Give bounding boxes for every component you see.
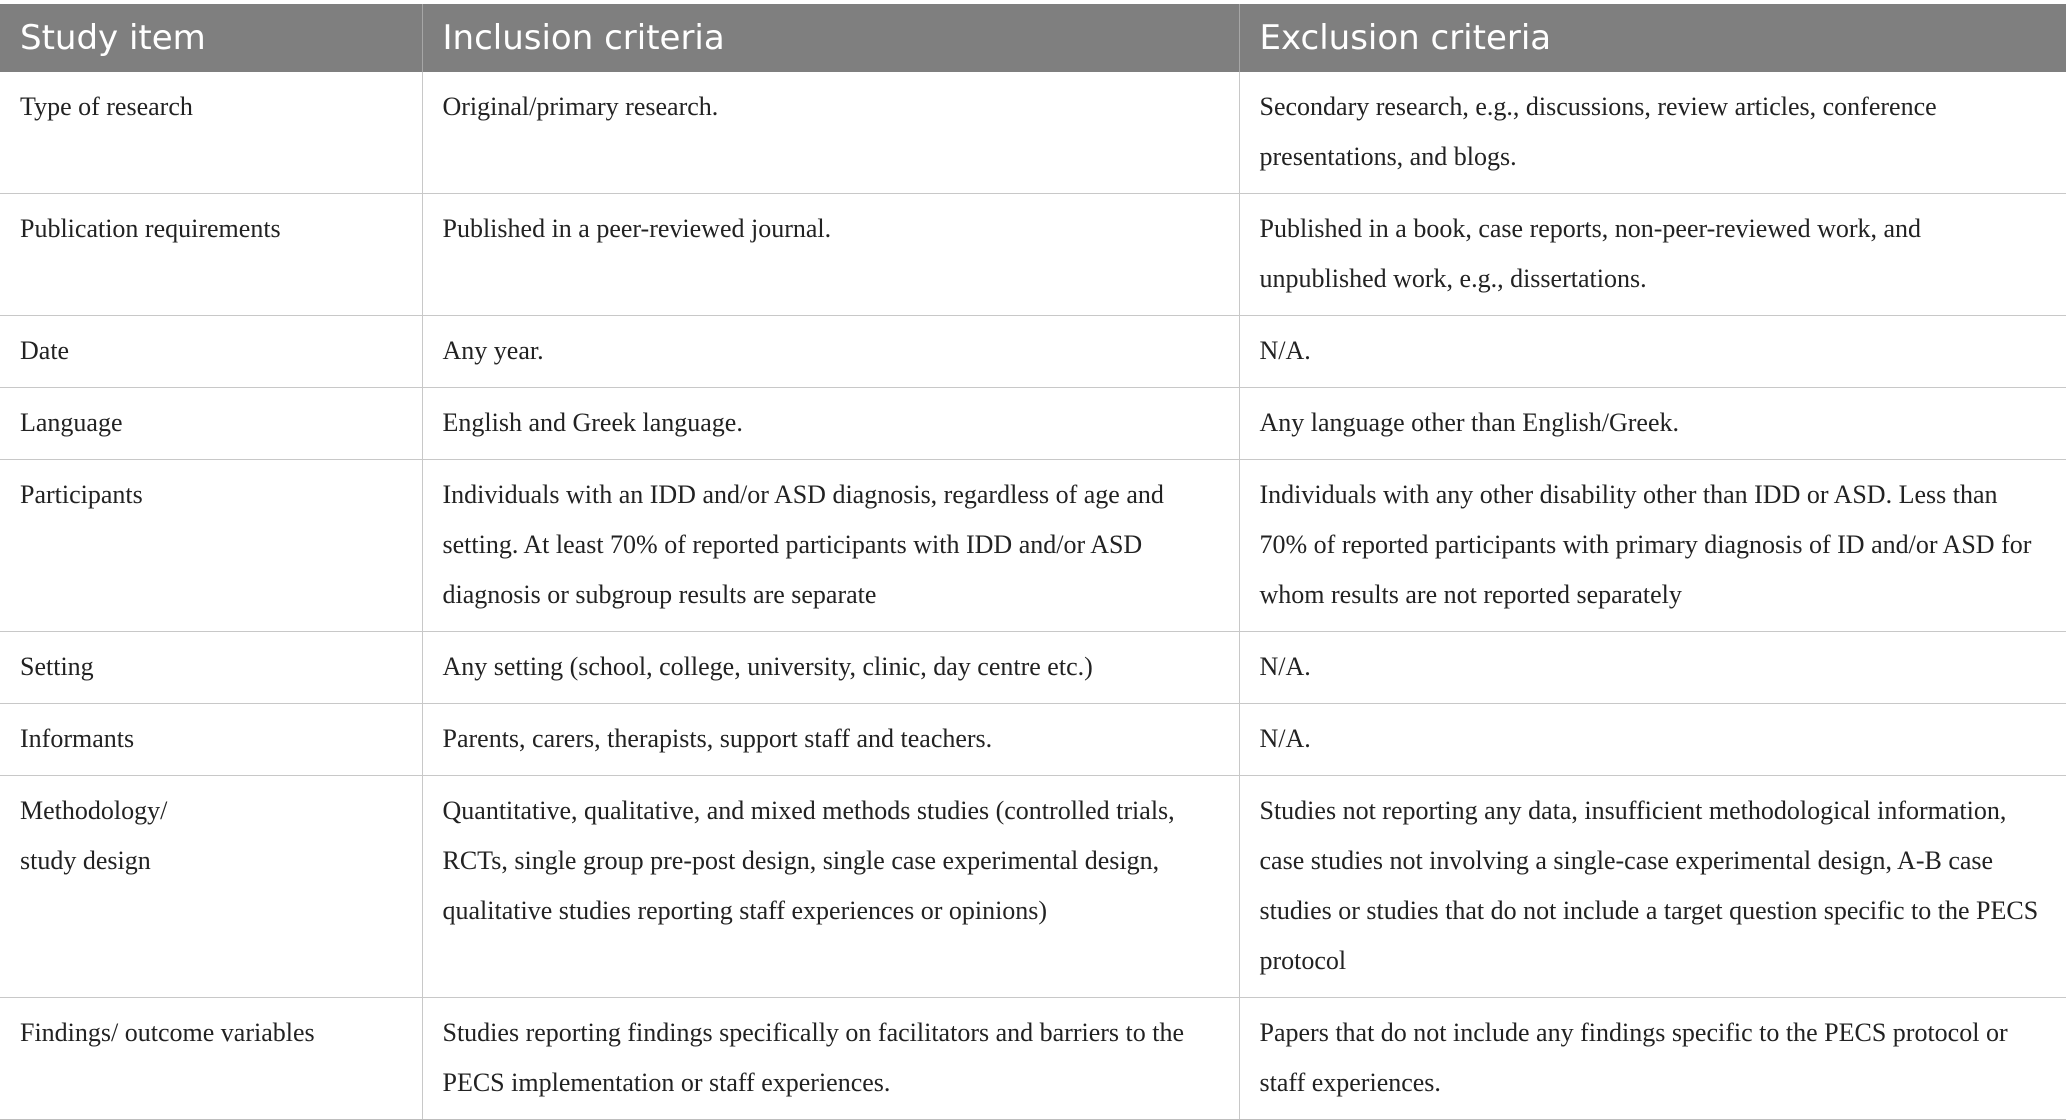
- header-row: [0, 4, 2066, 72]
- inclusion-cell: Individuals with an IDD and/or ASD diagnosis, regardless of age and setting. At least 70% of reported participants with IDD and/or ASD diagnosis or subgroup results are separate: [422, 460, 1239, 632]
- exclusion-cell: Studies not reporting any data, insufficient methodological information, case studies not involving a single-case experimental design, A-B case studies or studies that do not include a target question specific to the PECS protocol: [1239, 776, 2066, 998]
- study-item-cell: Findings/ outcome variables: [0, 998, 422, 1120]
- table-header: [0, 4, 2066, 72]
- exclusion-cell: Any language other than English/Greek.: [1239, 388, 2066, 460]
- exclusion-cell: Individuals with any other disability other than IDD or ASD. Less than 70% of reported participants with primary diagnosis of ID and/or ASD for whom results are not reported separately: [1239, 460, 2066, 632]
- exclusion-cell: Papers that do not include any findings specific to the PECS protocol or staff experiences.: [1239, 998, 2066, 1120]
- inclusion-cell: English and Greek language.: [422, 388, 1239, 460]
- criteria-table-container: [0, 4, 2066, 1120]
- table-row: [0, 194, 2066, 316]
- inclusion-cell: Quantitative, qualitative, and mixed methods studies (controlled trials, RCTs, single group pre-post design, single case experimental design, qualitative studies reporting staff experiences or opinions): [422, 776, 1239, 998]
- study-item-cell: Type of research: [0, 72, 422, 194]
- table-row: [0, 72, 2066, 194]
- inclusion-cell: Original/primary research.: [422, 72, 1239, 194]
- study-item-cell: Date: [0, 316, 422, 388]
- table-row: [0, 704, 2066, 776]
- study-item-cell: Methodology/ study design: [0, 776, 422, 998]
- exclusion-cell: N/A.: [1239, 316, 2066, 388]
- header-study-item: Study item: [0, 4, 422, 72]
- study-item-cell: Publication requirements: [0, 194, 422, 316]
- inclusion-cell: Any setting (school, college, university, clinic, day centre etc.): [422, 632, 1239, 704]
- study-item-cell: Language: [0, 388, 422, 460]
- inclusion-cell: Studies reporting findings specifically on facilitators and barriers to the PECS implementation or staff experiences.: [422, 998, 1239, 1120]
- table-row: [0, 632, 2066, 704]
- study-item-cell: Informants: [0, 704, 422, 776]
- criteria-table: [0, 4, 2066, 1120]
- table-row: [0, 388, 2066, 460]
- table-row: [0, 460, 2066, 632]
- header-exclusion-criteria: Exclusion criteria: [1239, 4, 2066, 72]
- exclusion-cell: N/A.: [1239, 632, 2066, 704]
- table-row: [0, 316, 2066, 388]
- study-item-cell: Participants: [0, 460, 422, 632]
- exclusion-cell: N/A.: [1239, 704, 2066, 776]
- study-item-cell: Setting: [0, 632, 422, 704]
- inclusion-cell: Parents, carers, therapists, support staff and teachers.: [422, 704, 1239, 776]
- header-inclusion-criteria: Inclusion criteria: [422, 4, 1239, 72]
- exclusion-cell: Published in a book, case reports, non-peer-reviewed work, and unpublished work, e.g., dissertations.: [1239, 194, 2066, 316]
- table-row: [0, 776, 2066, 998]
- inclusion-cell: Any year.: [422, 316, 1239, 388]
- inclusion-cell: Published in a peer-reviewed journal.: [422, 194, 1239, 316]
- exclusion-cell: Secondary research, e.g., discussions, review articles, conference presentations, and blogs.: [1239, 72, 2066, 194]
- table-body: [0, 72, 2066, 1120]
- table-row: [0, 998, 2066, 1120]
